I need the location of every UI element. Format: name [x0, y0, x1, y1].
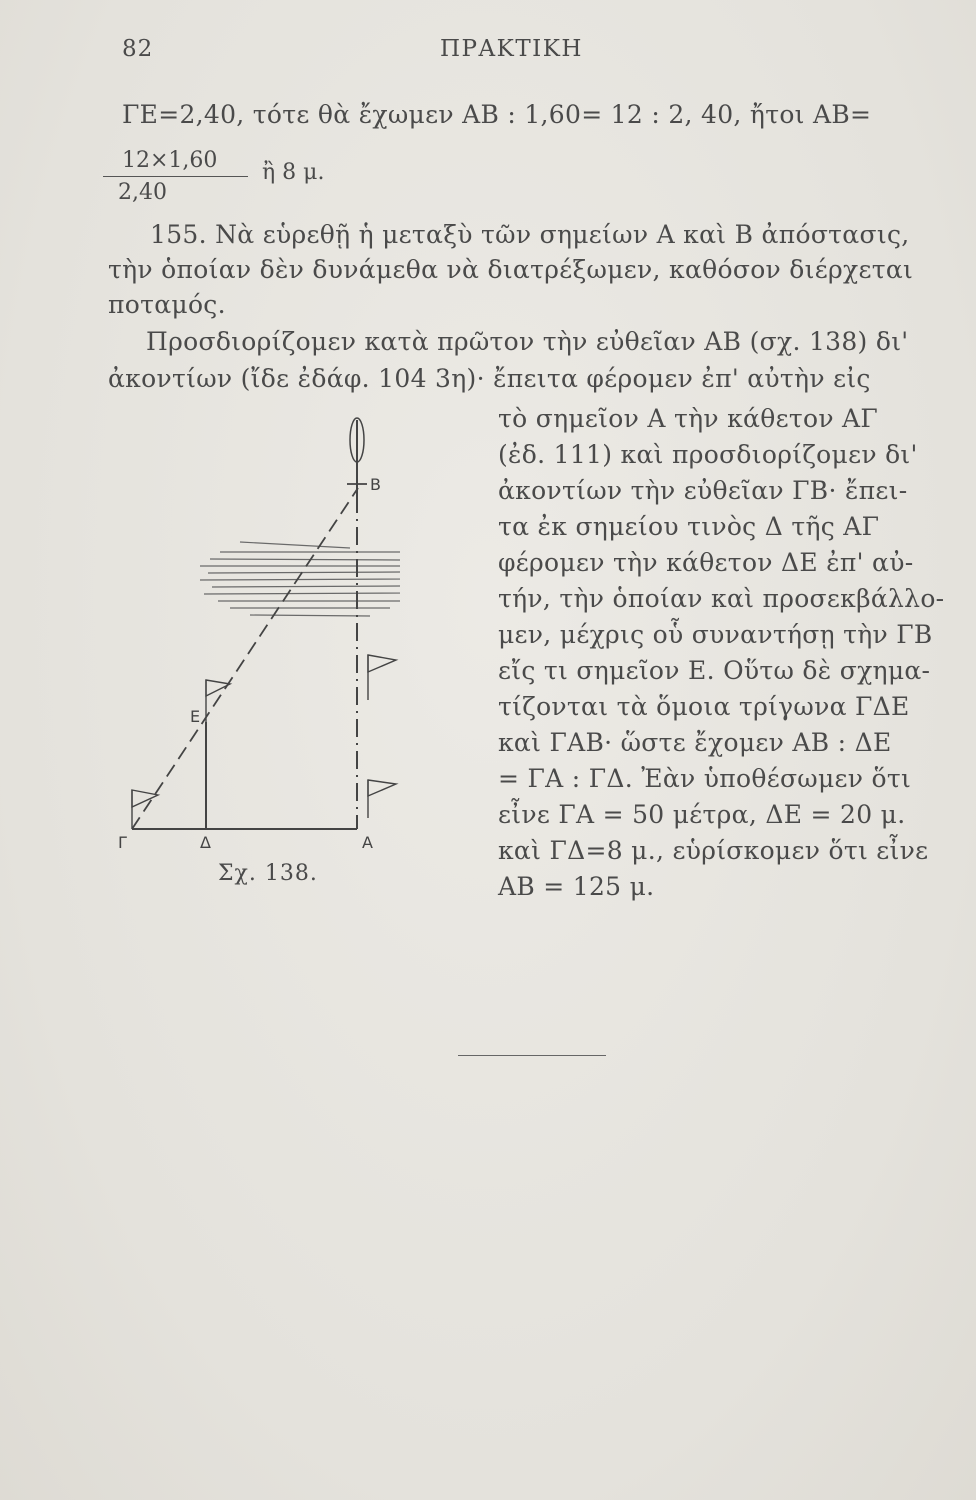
column-line: τίζονται τὰ ὅμοια τρίγωνα ΓΔΕ: [498, 692, 910, 721]
problem-line-3: ποταμός.: [108, 290, 226, 319]
column-line: τήν, τὴν ὁποίαν καὶ προσεκβάλλο-: [498, 584, 945, 613]
flag-icon: [368, 780, 396, 818]
figure-138: [100, 400, 400, 860]
column-line: καὶ ΓΔ=8 μ., εὑρίσκομεν ὅτι εἶνε: [498, 836, 929, 865]
column-line: εἶνε ΓΑ = 50 μέτρα, ΔΕ = 20 μ.: [498, 800, 906, 829]
column-line: φέρομεν τὴν κάθετον ΔΕ ἐπ' αὐ-: [498, 548, 914, 577]
figure-caption: Σχ. 138.: [218, 861, 318, 886]
column-line: = ΓΑ : ΓΔ. Ἐὰν ὑποθέσωμεν ὅτι: [498, 764, 912, 793]
label-A: A: [362, 833, 373, 852]
flag-icon: [206, 680, 230, 722]
column-line: εἴς τι σημεῖον Ε. Οὕτω δὲ σχημα-: [498, 656, 931, 685]
column-line: τὸ σημεῖον Α τὴν κάθετον ΑΓ: [498, 404, 879, 433]
flag-icon: [368, 655, 396, 700]
column-line: (ἐδ. 111) καὶ προσδιορίζομεν δι': [498, 440, 918, 469]
running-title: ΠΡΑΚΤΙΚΗ: [440, 36, 583, 62]
label-D: Δ: [200, 833, 211, 852]
fraction-denominator: 2,40: [118, 180, 167, 205]
river: [200, 542, 400, 616]
column-line: μεν, μέχρις οὗ συναντήσῃ τὴν ΓΒ: [498, 620, 933, 649]
label-E: E: [190, 707, 201, 726]
pole-B: [347, 418, 367, 500]
body-line-1: Προσδιορίζομεν κατὰ πρῶτον τὴν εὐθεῖαν ΑΒ (σχ. 138) δι': [146, 327, 909, 356]
line-GB: [132, 488, 358, 829]
fraction-bar: [103, 176, 248, 177]
column-line: τα ἐκ σημείου τινὸς Δ τῆς ΑΓ: [498, 512, 880, 541]
end-rule: [458, 1055, 606, 1056]
fraction-result: ἢ 8 μ.: [262, 160, 325, 185]
problem-line-1: 155. Νὰ εὑρεθῇ ἡ μεταξὺ τῶν σημείων Α καὶ Β ἀπόστασις,: [150, 220, 910, 249]
column-line: ἀκοντίων τὴν εὐθεῖαν ΓΒ· ἔπει-: [498, 476, 908, 505]
label-G: Γ: [118, 833, 127, 852]
problem-line-2: τὴν ὁποίαν δὲν δυνάμεθα νὰ διατρέξωμεν, καθόσον διέρχεται: [108, 255, 914, 284]
body-line-2: ἀκοντίων (ἴδε ἐδάφ. 104 3η)· ἔπειτα φέρομεν ἐπ' αὐτὴν εἰς: [108, 364, 871, 393]
column-line: ΑΒ = 125 μ.: [498, 872, 655, 901]
page-number: 82: [122, 36, 154, 62]
fraction-numerator: 12×1,60: [122, 148, 218, 173]
label-B: B: [370, 475, 381, 494]
formula-line: ΓΕ=2,40, τότε θὰ ἔχωμεν ΑΒ : 1,60= 12 : 2, 40, ἤτοι ΑΒ=: [122, 100, 872, 129]
column-line: καὶ ΓΑΒ· ὥστε ἔχομεν ΑΒ : ΔΕ: [498, 728, 892, 757]
